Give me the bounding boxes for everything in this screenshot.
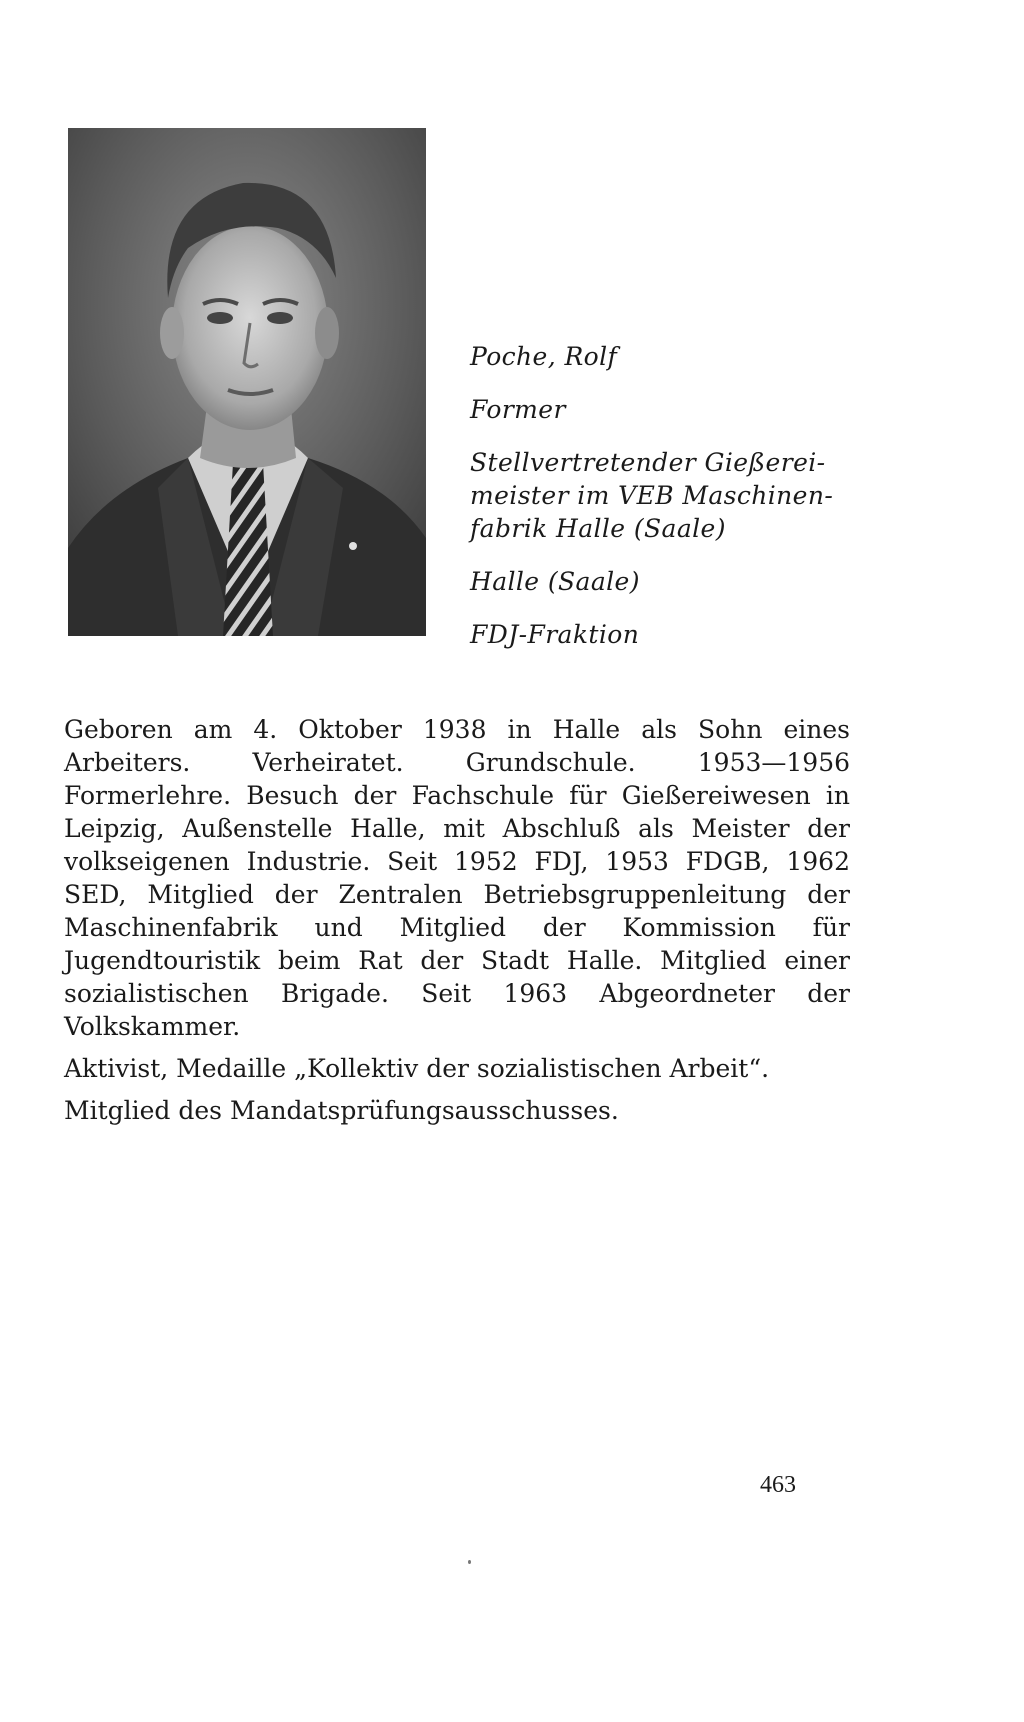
biography (64, 713, 850, 1136)
biography-paragraph: Aktivist, Medaille „Kollektiv der sozialistischen Arbeit“. (64, 1054, 770, 1083)
member-name: Poche, Rolf (470, 342, 618, 371)
member-summary (470, 340, 890, 671)
member-profession: Former (470, 395, 566, 424)
portrait-photo (68, 128, 426, 636)
member-position: Stellvertretender Gießerei- meister im VEB Maschinen- fabrik Halle (Saale) (470, 448, 834, 543)
print-speck (468, 1560, 471, 1564)
member-faction: FDJ-Fraktion (470, 620, 640, 649)
member-constituency: Halle (Saale) (470, 567, 640, 596)
page-number: 463 (760, 1472, 796, 1498)
portrait-image (68, 128, 426, 636)
biography-paragraph: Geboren am 4. Oktober 1938 in Halle als Sohn eines Arbeiters. Verheiratet. Grundschule. 1953—1956 Formerlehre. Besuch der Fachschule für Gießereiwesen in Leipzig, Außenstelle Halle, mit Abschluß als Meister der volkseigenen Industrie. Seit 1952 FDJ, 1953 FDGB, 1962 SED, Mitglied der Zentralen Betriebsgruppenleitung der Maschinenfabrik und Mitglied der Kommission für Jugendtouristik beim Rat der Stadt Halle. Mitglied einer sozialistischen Brigade. Seit 1963 Abgeordneter der Volkskammer. (64, 715, 850, 1041)
biography-paragraph: Mitglied des Mandatsprüfungsausschusses. (64, 1096, 619, 1125)
